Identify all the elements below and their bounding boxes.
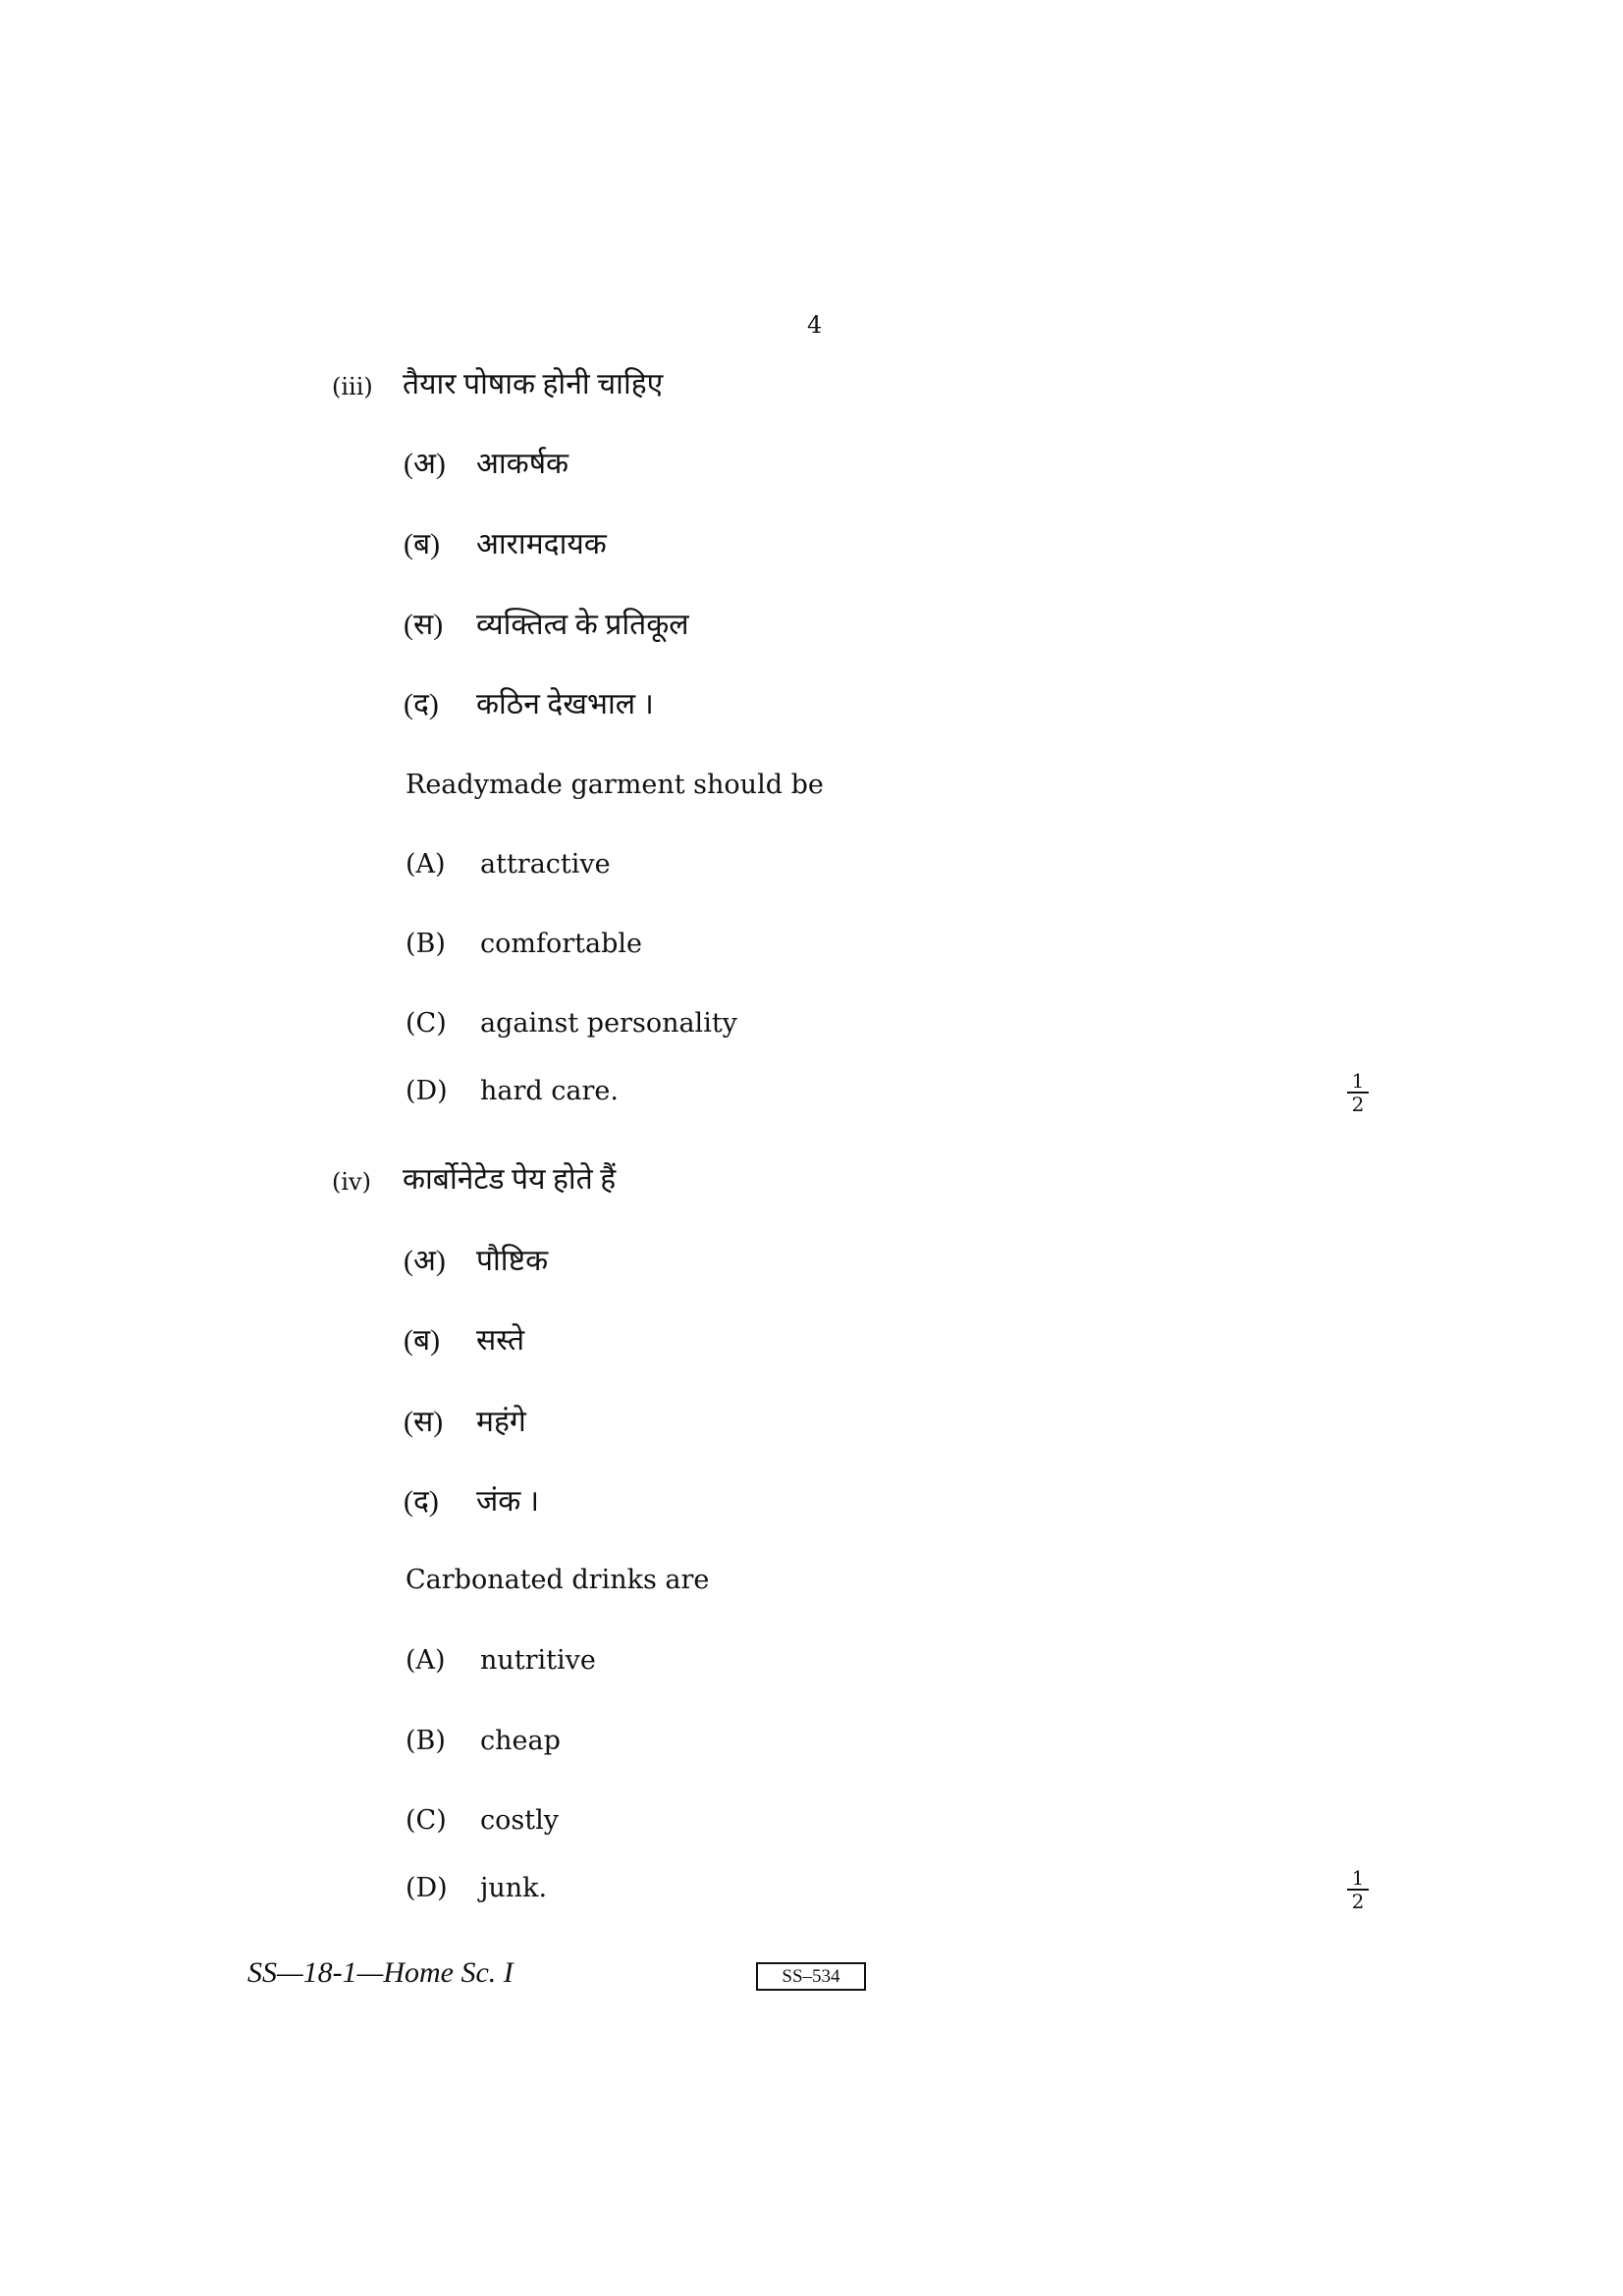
option-label: (A) <box>406 1645 446 1676</box>
option-text: आरामदायक <box>476 528 607 561</box>
option-label: (B) <box>406 1726 446 1756</box>
marks-fraction <box>1347 1868 1369 1911</box>
option-label: (द) <box>404 1485 439 1518</box>
marks-numerator: 1 <box>1351 1866 1365 1890</box>
option-text: जंक । <box>476 1485 540 1518</box>
option-text: पौष्टिक <box>476 1245 549 1277</box>
question-hindi: कार्बोनेटेड पेय होते हैं <box>403 1163 617 1196</box>
option-text: सस्ते <box>476 1324 525 1357</box>
option-text: nutritive <box>480 1645 596 1676</box>
option-text: comfortable <box>480 929 642 959</box>
question-english: Readymade garment should be <box>406 770 824 800</box>
page-number: 4 <box>807 311 823 339</box>
option-text: against personality <box>480 1008 737 1039</box>
footer-code: SS—18-1—Home Sc. I <box>247 1956 514 1989</box>
option-label: (D) <box>406 1076 448 1106</box>
option-label: (अ) <box>404 1245 446 1277</box>
option-label: (B) <box>406 929 446 959</box>
question-hindi: तैयार पोषाक होनी चाहिए <box>403 368 664 400</box>
marks-numerator: 1 <box>1351 1069 1365 1093</box>
question-english: Carbonated drinks are <box>406 1565 710 1595</box>
option-label: (स) <box>404 609 444 641</box>
option-text: आकर्षक <box>476 448 569 480</box>
option-label: (ब) <box>404 1324 441 1357</box>
option-text: cheap <box>480 1726 561 1756</box>
option-text: attractive <box>480 849 611 880</box>
option-label: (D) <box>406 1873 448 1903</box>
option-text: महंगे <box>476 1406 526 1438</box>
option-label: (A) <box>406 849 446 880</box>
option-text: व्यक्तित्व के प्रतिकूल <box>476 609 689 641</box>
marks-denominator: 2 <box>1351 1890 1365 1913</box>
option-label: (अ) <box>404 448 446 480</box>
marks-fraction <box>1347 1071 1369 1114</box>
footer-box-code: SS–534 <box>756 1962 866 1991</box>
option-text: hard care. <box>480 1076 619 1106</box>
question-number: (iii) <box>332 373 373 400</box>
option-text: costly <box>480 1805 559 1836</box>
option-label: (C) <box>406 1008 447 1039</box>
option-text: junk. <box>480 1873 548 1903</box>
option-label: (द) <box>404 688 439 721</box>
option-label: (ब) <box>404 528 441 561</box>
option-label: (स) <box>404 1406 444 1438</box>
option-label: (C) <box>406 1805 447 1836</box>
marks-denominator: 2 <box>1351 1093 1365 1116</box>
option-text: कठिन देखभाल । <box>476 688 654 721</box>
question-number: (iv) <box>332 1168 371 1196</box>
